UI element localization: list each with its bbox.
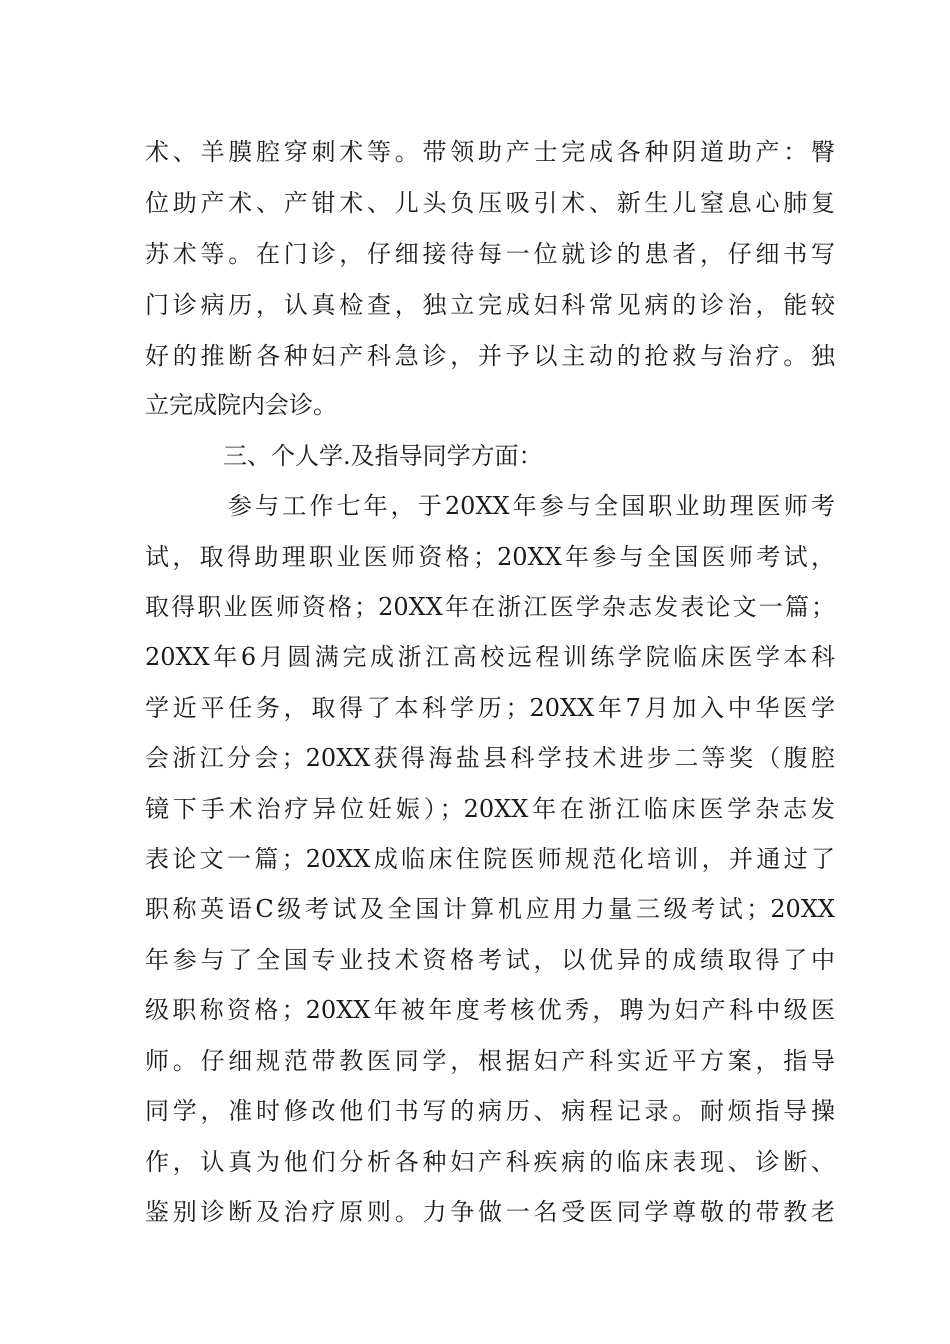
- text-line: 年参与了全国专业技术资格考试，以优异的成绩取得了中: [145, 946, 835, 974]
- section-heading: 三、个人学.及指导同学方面：: [223, 442, 543, 470]
- text-line: 位助产术、产钳术、儿头负压吸引术、新生儿窒息心肺复: [145, 189, 835, 217]
- text-line: 级职称资格；20XX年被年度考核优秀，聘为妇产科中级医: [145, 996, 835, 1024]
- text-line: 作，认真为他们分析各种妇产科疾病的临床表现、诊断、: [145, 1148, 835, 1176]
- text-line: 试，取得助理职业医师资格；20XX年参与全国医师考试，: [145, 543, 835, 571]
- text-line: 镜下手术治疗异位妊娠）；20XX年在浙江临床医学杂志发: [145, 795, 835, 823]
- text-line: 同学，准时修改他们书写的病历、病程记录。耐烦指导操: [145, 1097, 835, 1125]
- text-line: 表论文一篇；20XX成临床住院医师规范化培训，并通过了: [145, 845, 835, 873]
- text-line: 20XX年6月圆满完成浙江高校远程训练学院临床医学本科: [145, 643, 835, 671]
- text-line: 术、羊膜腔穿刺术等。带领助产士完成各种阴道助产：臀: [145, 138, 835, 166]
- text-line: 学近平任务，取得了本科学历；20XX年7月加入中华医学: [145, 694, 835, 722]
- text-line: 取得职业医师资格；20XX年在浙江医学杂志发表论文一篇；: [145, 593, 835, 621]
- text-line: 师。仔细规范带教医同学，根据妇产科实近平方案，指导: [145, 1047, 835, 1075]
- text-line: 会浙江分会；20XX获得海盐县科学技术进步二等奖（腹腔: [145, 744, 835, 772]
- text-line: 门诊病历，认真检查，独立完成妇科常见病的诊治，能较: [145, 291, 835, 319]
- text-line: 鉴别诊断及治疗原则。力争做一名受医同学尊敬的带教老: [145, 1198, 835, 1226]
- text-line: 职称英语C级考试及全国计算机应用力量三级考试；20XX: [145, 895, 835, 923]
- text-line: 参与工作七年，于20XX年参与全国职业助理医师考: [228, 492, 835, 520]
- text-line: 立完成院内会诊。: [145, 391, 337, 419]
- text-line: 苏术等。在门诊，仔细接待每一位就诊的患者，仔细书写: [145, 240, 835, 268]
- text-line: 好的推断各种妇产科急诊，并予以主动的抢救与治疗。独: [145, 342, 835, 370]
